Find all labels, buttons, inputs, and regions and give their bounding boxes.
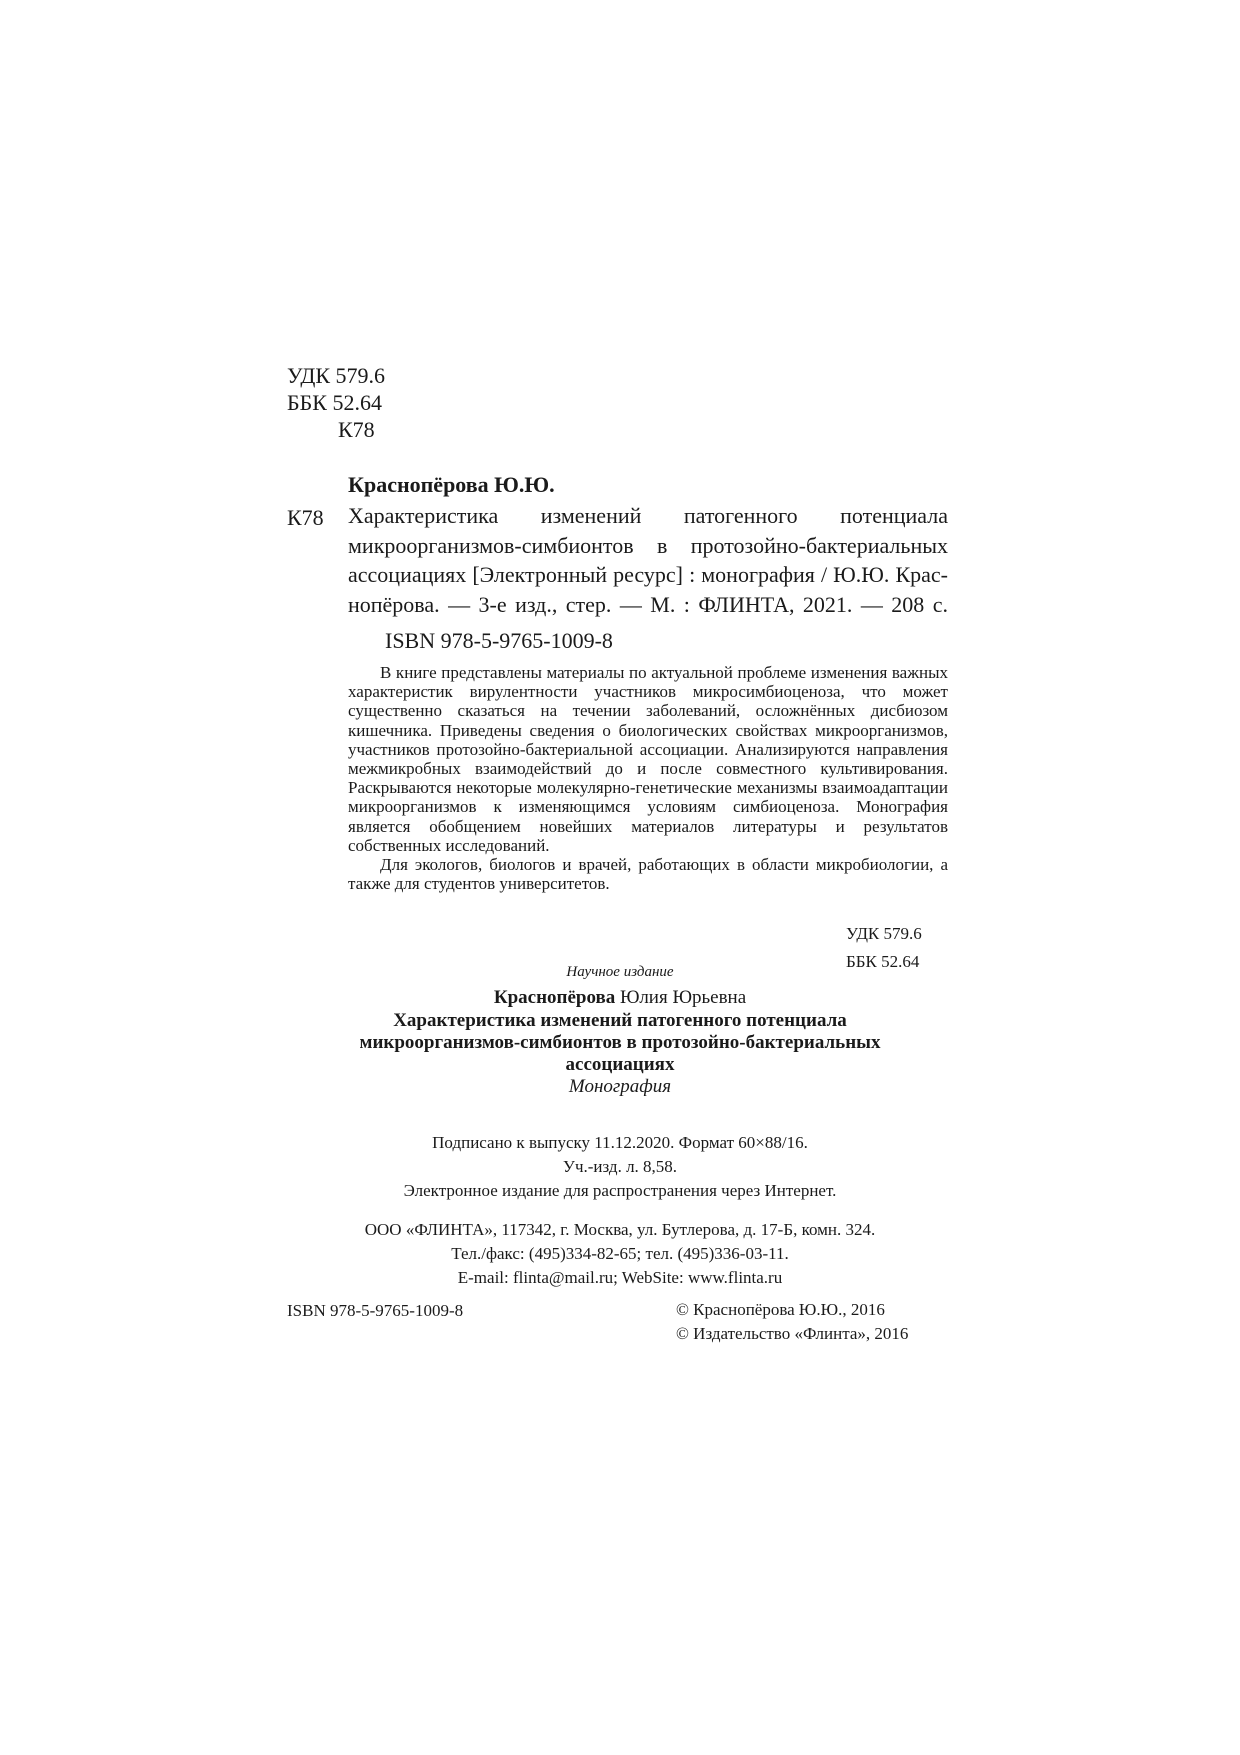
udk-code-bottom: УДК 579.6 [846,924,922,943]
author-mark-left: К78 [287,505,324,530]
isbn-bottom: ISBN 978-5-9765-1009-8 [287,1301,464,1320]
author-mark: К78 [338,417,375,442]
publisher-line: ООО «ФЛИНТА», 117342, г. Москва, ул. Бутлерова, д. 17-Б, комн. 324. [364,1220,876,1239]
description-line: нопёрова. — 3-е изд., стер. — М. : ФЛИНТА, 2021. — 208 с. [348,591,948,617]
author-fullname [0,987,1240,1009]
isbn-top: ISBN 978-5-9765-1009-8 [385,628,613,653]
genre-label: Монография [568,1076,672,1097]
author-heading: Краснопёрова Ю.Ю. [348,472,555,497]
author-surname: Краснопёрова [493,987,616,1008]
title-line: микроорганизмов-симбионтов в протозойно-бактериальных [359,1032,881,1053]
book-title [0,1010,1240,1076]
annotation-paragraph: Для экологов, биологов и врачей, работающих в области микробиологии, а также для студентов университетов. [348,855,948,894]
publisher-line: E-mail: flinta@mail.ru; WebSite: www.flinta.ru [457,1268,783,1287]
printing-line: Подписано к выпуску 11.12.2020. Формат 60×88/16. [432,1133,808,1152]
bbk-code: ББК 52.64 [287,390,382,415]
udk-code: УДК 579.6 [287,363,386,388]
description-line: микроорганизмов-симбионтов в протозойно-бактериальных [348,532,948,558]
publisher-info [0,1218,1240,1290]
description-line: Характеристика изменений патогенного потенциала [348,503,948,528]
printing-line: Уч.-изд. л. 8,58. [562,1157,678,1176]
title-line: ассоциациях [565,1054,675,1075]
description-line: ассоциациях [Электронный ресурс] : монография / Ю.Ю. Крас- [348,562,948,587]
bibliographic-description [348,501,948,619]
printing-info [0,1131,1240,1203]
edition-type: Научное издание [566,964,674,980]
annotation-paragraph: В книге представлены материалы по актуальной проблеме изменения важных характеристик вирулентности участников микросимбиоценоза, что может существенно сказаться на течении заболеваний, осложнённых дисбиозом кишечника. Приведены сведения о биологических свойствах микроорганизмов, участников протозойно-бактериальной ассоциации. Анализируются направления межмикробных взаимодействий до и после совместного культивирования. Раскрываются некоторые молекулярно-генетические механизмы взаимоадаптации микроорганизмов к изменяющимся условиям симбиоценоза. Монография является обобщением новейших материалов литературы и результатов собственных исследований. [348,663,948,855]
classification-block [287,362,385,443]
title-line: Характеристика изменений патогенного потенциала [393,1010,847,1031]
printing-line: Электронное издание для распространения через Интернет. [403,1181,837,1200]
bbk-code-bottom: ББК 52.64 [846,952,920,971]
publisher-line: Тел./факс: (495)334-82-65; тел. (495)336-03-11. [451,1244,789,1263]
author-given-names: Юлия Юрьевна [620,987,747,1008]
annotation [348,663,948,893]
copyright-block [676,1298,908,1346]
copyright-line: © Издательство «Флинта», 2016 [676,1324,909,1343]
copyright-line: © Краснопёрова Ю.Ю., 2016 [676,1300,885,1319]
